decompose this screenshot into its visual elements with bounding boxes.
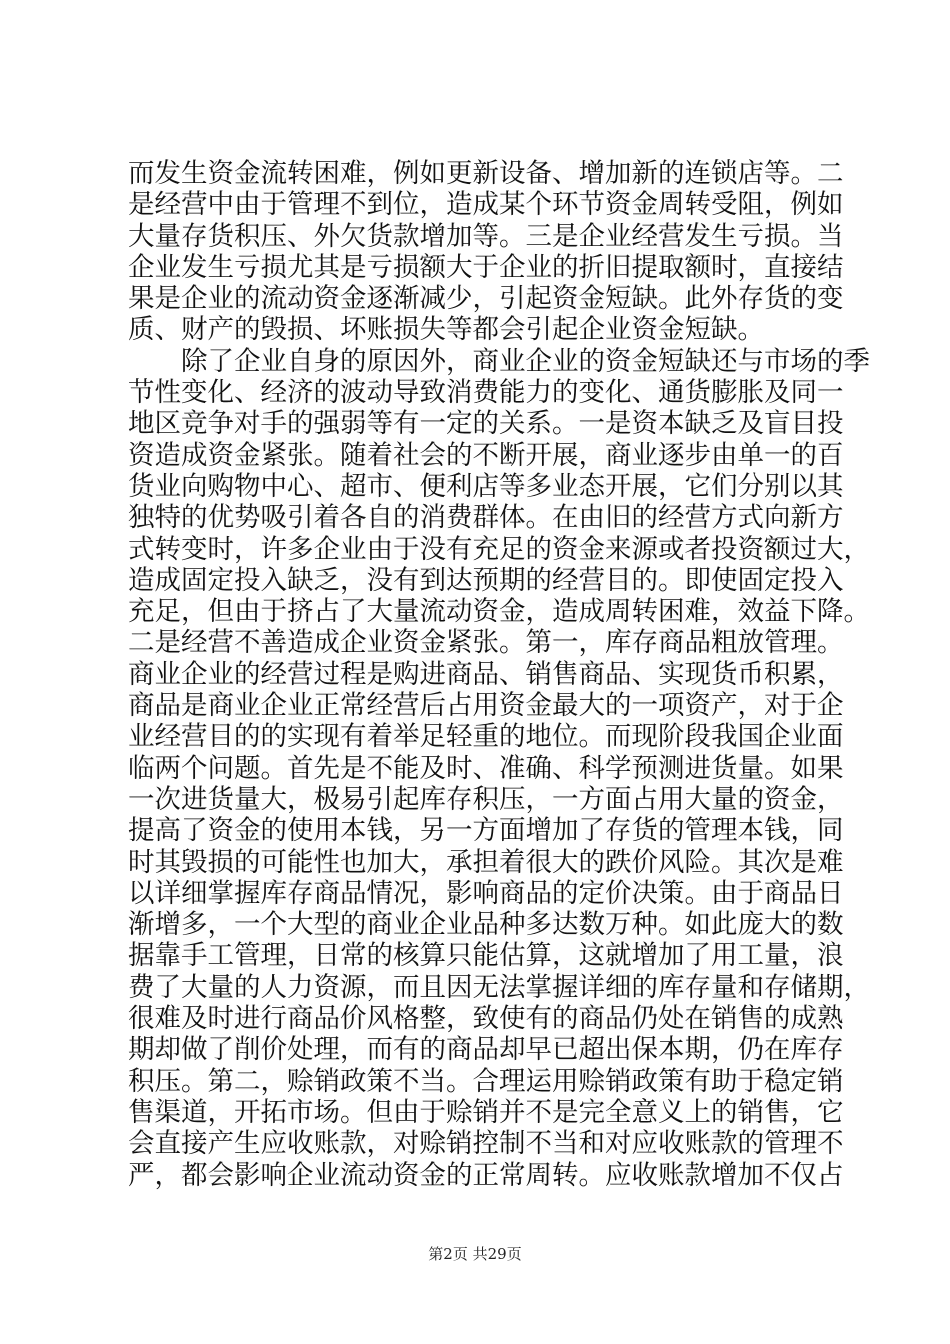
- text-line: 二是经营不善造成企业资金紧张。第一，库存商品粗放管理。: [128, 627, 844, 659]
- text-line: 期却做了削价处理，而有的商品却早已超出保本期，仍在库存: [128, 1034, 844, 1066]
- text-line: 据靠手工管理，日常的核算只能估算，这就增加了用工量，浪: [128, 940, 844, 972]
- text-line: 企业发生亏损尤其是亏损额大于企业的折旧提取额时，直接结: [128, 251, 844, 283]
- text-line: 地区竞争对手的强弱等有一定的关系。一是资本缺乏及盲目投: [128, 408, 844, 440]
- text-line: 商品是商业企业正常经营后占用资金最大的一项资产，对于企: [128, 690, 844, 722]
- text-line: 大量存货积压、外欠货款增加等。三是企业经营发生亏损。当: [128, 220, 844, 252]
- text-line: 是经营中由于管理不到位，造成某个环节资金周转受阻，例如: [128, 189, 844, 221]
- text-line: 一次进货量大，极易引起库存积压，一方面占用大量的资金，: [128, 783, 844, 815]
- text-line: 渐增多，一个大型的商业企业品种多达数万种。如此庞大的数: [128, 909, 844, 941]
- text-line: 而发生资金流转困难，例如更新设备、增加新的连锁店等。二: [128, 158, 844, 189]
- text-line: 积压。第二，赊销政策不当。合理运用赊销政策有助于稳定销: [128, 1065, 844, 1097]
- text-line: 费了大量的人力资源，而且因无法掌握详细的库存量和存储期，: [128, 971, 870, 1003]
- text-line: 充足，但由于挤占了大量流动资金，造成周转困难，效益下降。: [128, 596, 870, 628]
- text-line: 造成固定投入缺乏，没有到达预期的经营目的。即使固定投入: [128, 564, 844, 596]
- body-text: [128, 158, 870, 1191]
- text-line: 果是企业的流动资金逐渐减少，引起资金短缺。此外存货的变: [128, 283, 844, 315]
- text-line: 临两个问题。首先是不能及时、准确、科学预测进货量。如果: [128, 752, 844, 784]
- text-line: 很难及时进行商品价风格整，致使有的商品仍处在销售的成熟: [128, 1003, 844, 1035]
- text-line: 节性变化、经济的波动导致消费能力的变化、通货膨胀及同一: [128, 377, 844, 409]
- text-line: 货业向购物中心、超市、便利店等多业态开展，它们分别以其: [128, 470, 844, 502]
- page-footer: 第2页 共29页: [428, 1245, 522, 1263]
- text-line: 商业企业的经营过程是购进商品、销售商品、实现货币积累，: [128, 658, 844, 690]
- text-line: 会直接产生应收账款，对赊销控制不当和对应收账款的管理不: [128, 1128, 844, 1160]
- text-line: 质、财产的毁损、坏账损失等都会引起企业资金短缺。: [128, 314, 764, 346]
- text-line: 售渠道，开拓市场。但由于赊销并不是完全意义上的销售，它: [128, 1096, 844, 1128]
- text-line: 以详细掌握库存商品情况，影响商品的定价决策。由于商品日: [128, 877, 844, 909]
- text-line: 提高了资金的使用本钱，另一方面增加了存货的管理本钱，同: [128, 815, 844, 847]
- text-line: 式转变时，许多企业由于没有充足的资金来源或者投资额过大，: [128, 533, 870, 565]
- text-line: 独特的优势吸引着各自的消费群体。在由旧的经营方式向新方: [128, 502, 844, 534]
- text-line: 资造成资金紧张。随着社会的不断开展，商业逐步由单一的百: [128, 439, 844, 471]
- text-line: 除了企业自身的原因外，商业企业的资金短缺还与市场的季: [181, 345, 870, 377]
- text-line: 严，都会影响企业流动资金的正常周转。应收账款增加不仅占: [128, 1159, 844, 1191]
- text-line: 业经营目的的实现有着举足轻重的地位。而现阶段我国企业面: [128, 721, 844, 753]
- text-line: 时其毁损的可能性也加大，承担着很大的跌价风险。其次是难: [128, 846, 844, 878]
